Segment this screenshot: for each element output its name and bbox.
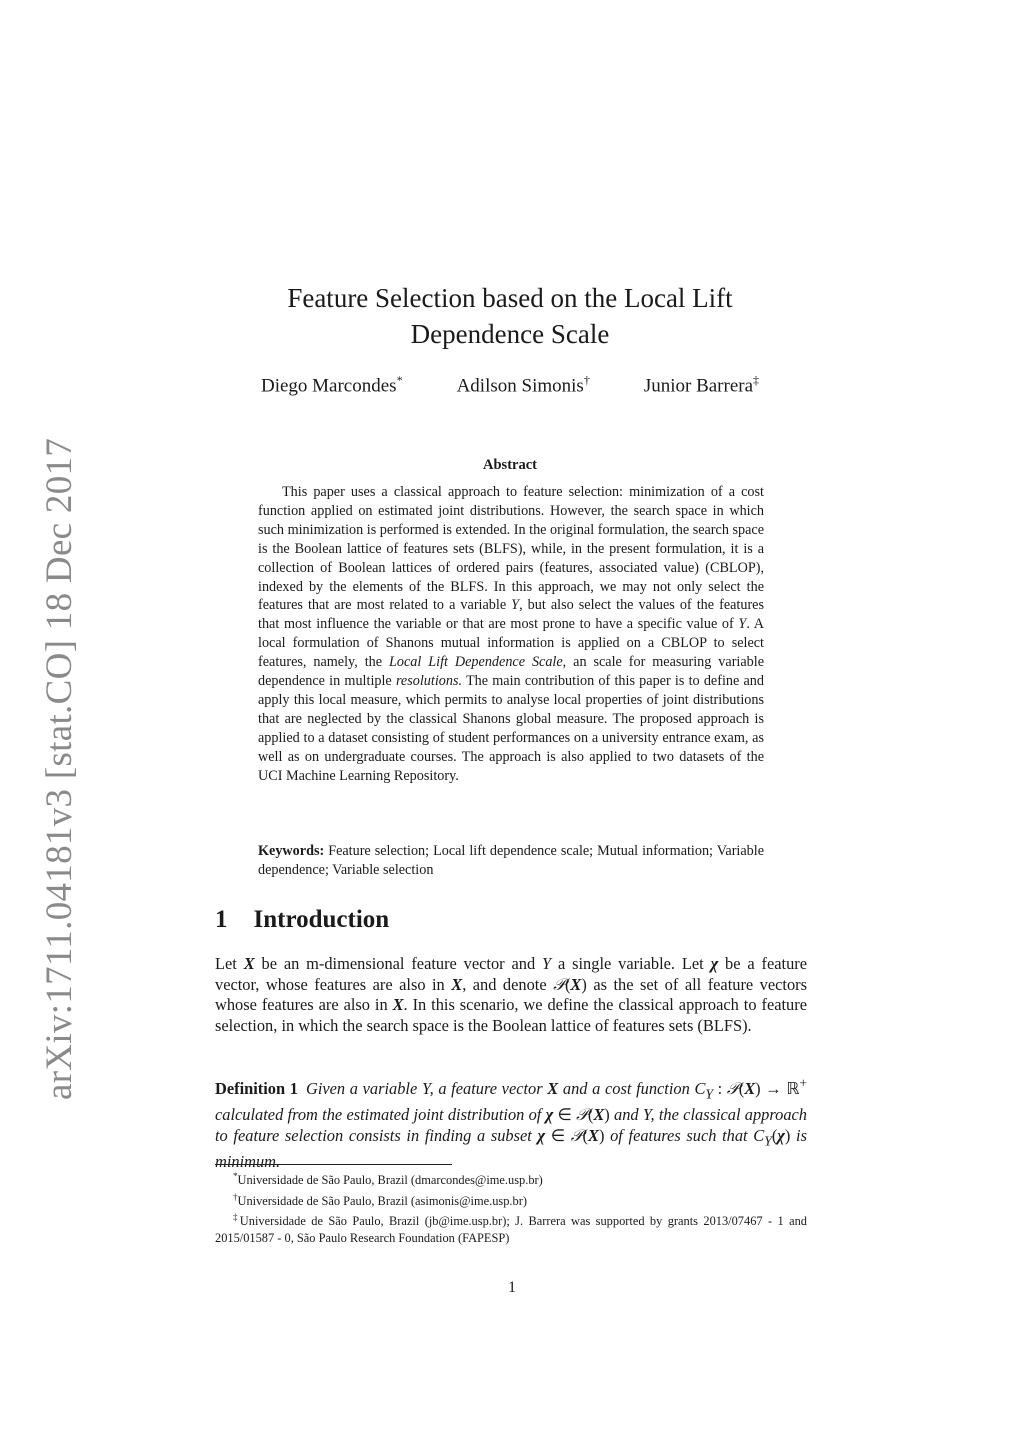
abstract-body: This paper uses a classical approach to feature selection: minimization of a cost function applied on estimated joint distributions. However, the search space in which such minimization is performed is extended. In the original formulation, the search space is the Boolean lattice of features sets (BLFS), while, in the present formulation, it is a collection of Boolean lattices of ordered pairs (features, associated value) (CBLOP), indexed by the elements of the BLFS. In this approach, we may not only select the features that are most related to a variable Y, but also select the values of the features that most influence the variable or that are most prone to have a specific value of Y. A local formulation of Shanons mutual information is applied on a CBLOP to select features, namely, the Local Lift Dependence Scale, an scale for measuring variable dependence in multiple resolutions. The main contribution of this paper is to define and apply this local measure, which permits to analyse local properties of joint distributions that are neglected by the classical Shanons global measure. The proposed approach is applied to a dataset consisting of student performances on a university entrance exam, as well as on undergraduate courses. The approach is also applied to two datasets of the UCI Machine Learning Repository. [258, 484, 764, 784]
author-3: Junior Barrera‡ [643, 373, 760, 397]
definition-body: Given a variable Y, a feature vector X and a cost function $C_Y$ : 𝒫(X) → ℝ+ calculated from the estimated joint distribution of χ ∈ 𝒫(X) and Y, the classical approach to feature selection consists in finding a subset χ ∈ 𝒫(X) of features such that $C_Y(\chi)$ is minimum. [215, 1076, 808, 1171]
arxiv-identifier: arXiv:1711.04181v3 [stat.CO] 18 Dec 2017 [39, 437, 80, 1100]
footnotes [215, 1168, 807, 1246]
keywords-text: Feature selection; Local lift dependence scale; Mutual information; Variable dependence; Variable selection [258, 843, 764, 878]
footnote-2: †Universidade de São Paulo, Brazil (asimonis@ime.usp.br) [233, 1191, 527, 1208]
definition-1 [215, 1074, 807, 1172]
title-line-2: Dependence Scale [410, 319, 610, 349]
footnote-rule [215, 1164, 452, 1165]
author-1-mark: * [396, 373, 403, 387]
page-number: 1 [508, 1279, 516, 1296]
author-3-mark: ‡ [753, 373, 760, 387]
section-heading [215, 906, 389, 934]
definition-label: Definition 1 [215, 1079, 298, 1099]
introduction-paragraph: Let X be an m-dimensional feature vector and Y a single variable. Let χ be a feature vector, whose features are also in X, and denote 𝒫(X) as the set of all feature vectors whose features are also in X. In this scenario, we define the classical approach to feature selection, in which the search space is the Boolean lattice of features sets (BLFS). [215, 954, 808, 1035]
title-line-1: Feature Selection based on the Local Lift [287, 283, 733, 313]
keywords-label: Keywords: [258, 843, 325, 859]
author-list [210, 373, 810, 397]
keywords [258, 842, 764, 880]
footnote-3: ‡Universidade de São Paulo, Brazil (jb@ime.usp.br); J. Barrera was supported by grants 2013/07467 - 1 and 2015/01587 - 0, São Paulo Research Foundation (FAPESP) [215, 1212, 807, 1245]
author-1: Diego Marcondes* [260, 373, 403, 397]
author-2-mark: † [583, 373, 590, 387]
abstract-heading: Abstract [483, 457, 537, 473]
author-2: Adilson Simonis† [456, 373, 590, 397]
footnote-1: *Universidade de São Paulo, Brazil (dmarcondes@ime.usp.br) [233, 1171, 543, 1188]
section-title: Introduction [253, 906, 390, 933]
section-number: 1 [215, 906, 228, 933]
paper-title [210, 280, 810, 352]
